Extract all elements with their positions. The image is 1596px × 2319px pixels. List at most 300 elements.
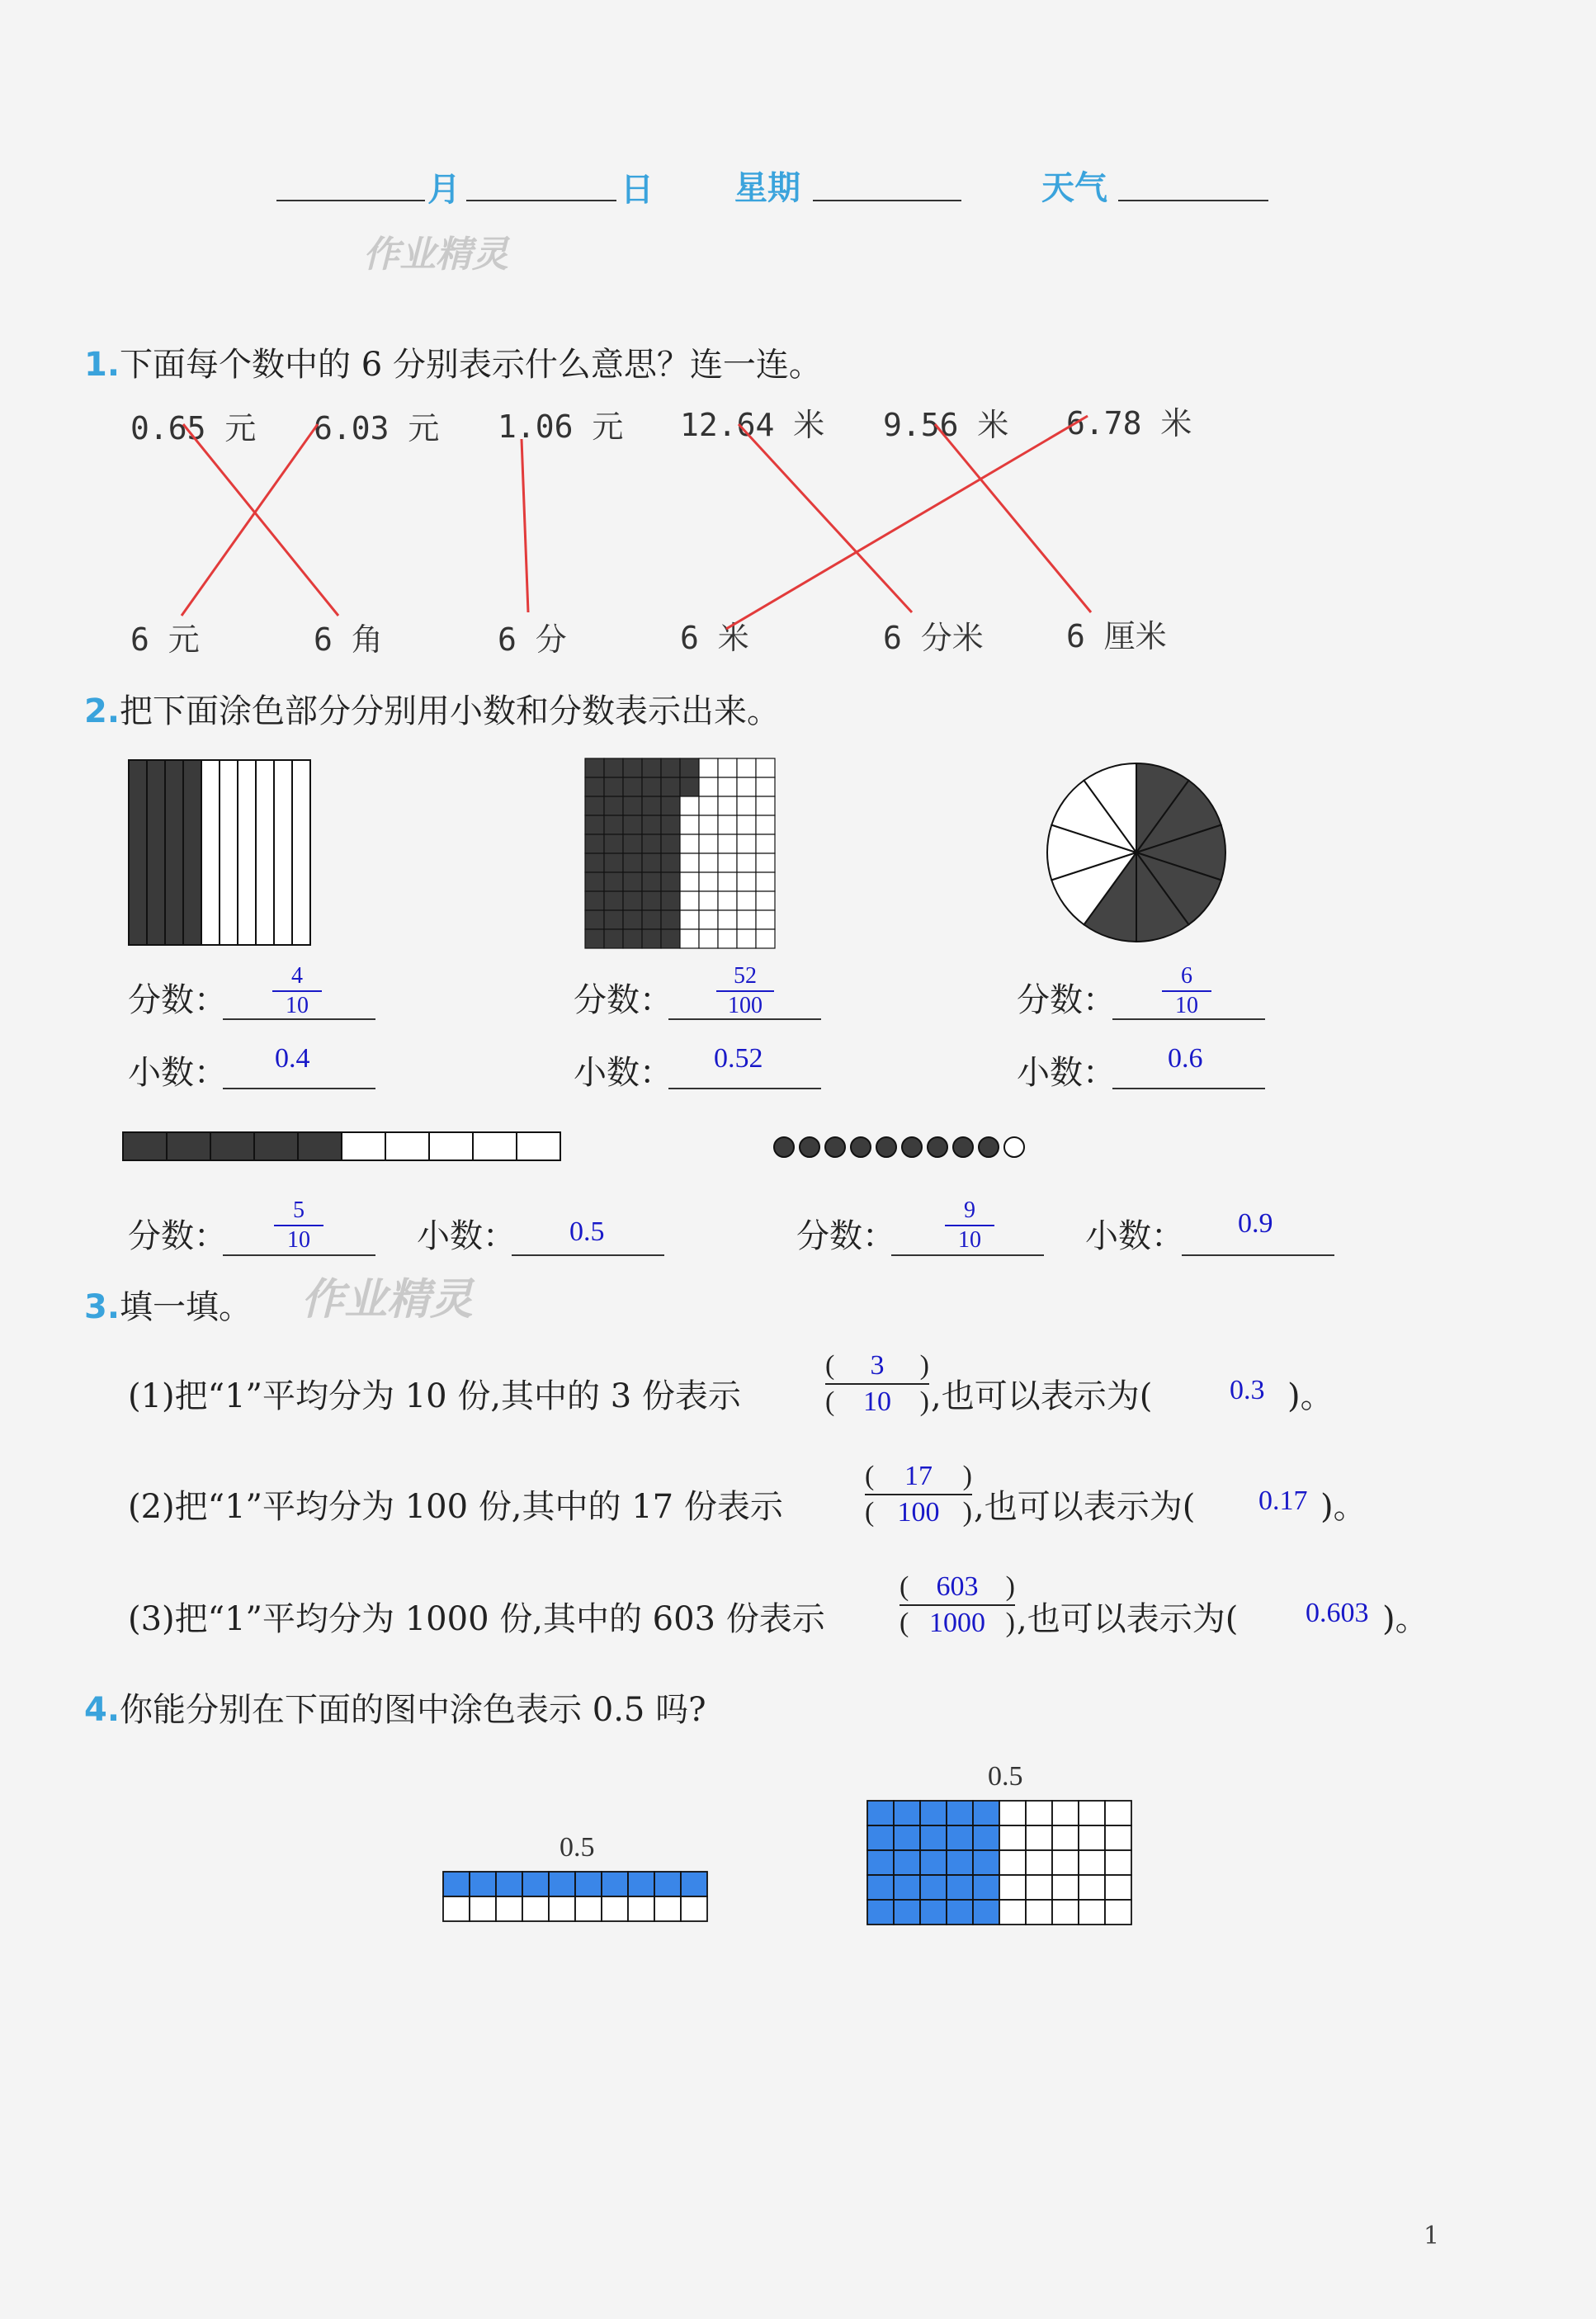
empty-cell <box>680 891 699 910</box>
shaded-cell <box>604 929 623 948</box>
empty-strip <box>292 760 310 945</box>
empty-cell <box>517 1132 560 1160</box>
q2a-decimal-answer: 0.4 <box>275 1043 310 1074</box>
q3-line1-close-num: ) <box>919 1350 929 1381</box>
shaded-cell <box>604 777 623 796</box>
empty-cell <box>602 1896 628 1921</box>
q3-line1-open-num: ( <box>825 1350 835 1381</box>
q3-line2-middle: ,也可以表示为( <box>974 1488 1196 1526</box>
empty-cell <box>654 1896 681 1921</box>
empty-strip <box>274 760 292 945</box>
q2a-fraction-blank[interactable] <box>223 1018 375 1020</box>
q2a-fraction-label: 分数： <box>128 981 227 1019</box>
empty-cell <box>385 1132 429 1160</box>
filled-cell <box>654 1872 681 1896</box>
match-line-12.64 <box>739 424 912 612</box>
q4-prompt <box>84 1684 706 1731</box>
empty-cell <box>1079 1825 1105 1850</box>
shaded-cell <box>642 872 661 891</box>
empty-cell <box>718 891 737 910</box>
q1-number-4[interactable]: 9.56 米 <box>883 407 1009 443</box>
empty-strip <box>201 760 220 945</box>
weekday-label: 星期 <box>734 169 800 207</box>
empty-cell <box>470 1896 496 1921</box>
q3-line3-num: 603 <box>936 1571 979 1602</box>
q2e-frac-num: 9 <box>964 1197 975 1223</box>
shaded-cell <box>167 1132 210 1160</box>
filled-cell <box>470 1872 496 1896</box>
empty-cell <box>681 1896 707 1921</box>
shaded-cell <box>585 929 604 948</box>
q3-line3-close-num: ) <box>1005 1571 1015 1602</box>
shaded-cell <box>623 910 642 929</box>
shaded-cell <box>642 891 661 910</box>
q3-number: 3. <box>84 1288 120 1326</box>
filled-cell <box>920 1825 947 1850</box>
q2a-frac-num: 4 <box>291 963 303 989</box>
figure-pie <box>1041 758 1231 947</box>
filled-cell <box>575 1872 602 1896</box>
empty-strip <box>220 760 238 945</box>
shaded-strip <box>165 760 183 945</box>
q3-line3-open-num: ( <box>900 1571 909 1602</box>
q1-meaning-1[interactable]: 6 角 <box>314 621 383 658</box>
empty-cell <box>718 834 737 853</box>
filled-cell <box>973 1825 999 1850</box>
match-line-1.06 <box>522 439 528 612</box>
empty-cell <box>999 1801 1026 1825</box>
q3-line3-den: 1000 <box>929 1608 985 1638</box>
empty-cell <box>737 758 756 777</box>
empty-cell <box>699 834 718 853</box>
empty-cell <box>1052 1900 1079 1925</box>
q2e-fraction-answer <box>945 1198 994 1253</box>
q3-prompt <box>84 1281 252 1328</box>
q2b-decimal-blank[interactable] <box>668 1088 821 1089</box>
empty-cell <box>718 796 737 815</box>
q1-meaning-4[interactable]: 6 分米 <box>883 620 984 656</box>
filled-dot <box>800 1137 819 1157</box>
shaded-cell <box>661 929 680 948</box>
q3-line3-fraction <box>900 1571 1015 1639</box>
empty-cell <box>737 853 756 872</box>
q4-rect-grid[interactable] <box>866 1799 1139 1931</box>
empty-cell <box>718 758 737 777</box>
shaded-cell <box>585 834 604 853</box>
q2a-frac-den: 10 <box>286 993 309 1018</box>
empty-cell <box>1079 1801 1105 1825</box>
q2e-frac-den: 10 <box>958 1227 981 1253</box>
q2a-decimal-blank[interactable] <box>223 1088 375 1089</box>
q3-line1-den: 10 <box>863 1386 891 1417</box>
shaded-cell <box>604 834 623 853</box>
shaded-cell <box>661 834 680 853</box>
filled-dot <box>851 1137 871 1157</box>
shaded-cell <box>585 872 604 891</box>
filled-cell <box>894 1875 920 1900</box>
q3-line2-prefix: (2)把“1”平均分为 100 份,其中的 17 份表示 <box>128 1488 783 1526</box>
empty-cell <box>680 815 699 834</box>
q2d-decimal-answer: 0.5 <box>569 1216 605 1247</box>
filled-cell <box>947 1825 973 1850</box>
shaded-strip <box>183 760 201 945</box>
q3-line1-num: 3 <box>870 1350 885 1381</box>
q2d-decimal-label: 小数： <box>417 1217 516 1255</box>
q3-line1-suffix: )。 <box>1287 1377 1334 1415</box>
q1-number-1[interactable]: 6.03 元 <box>314 410 440 446</box>
q1-number-3[interactable]: 12.64 米 <box>680 407 825 443</box>
empty-cell <box>1105 1850 1131 1875</box>
q2e-fraction-label: 分数： <box>796 1217 895 1255</box>
filled-cell <box>867 1850 894 1875</box>
page-number: 1 <box>1424 2222 1440 2251</box>
empty-cell <box>756 777 775 796</box>
filled-cell <box>867 1875 894 1900</box>
watermark-mid: 作业精灵 <box>301 1275 474 1325</box>
empty-cell <box>680 853 699 872</box>
empty-dot <box>1004 1137 1024 1157</box>
shaded-cell <box>585 796 604 815</box>
empty-cell <box>756 815 775 834</box>
q2e-fraction-blank[interactable] <box>891 1254 1044 1256</box>
empty-cell <box>999 1850 1026 1875</box>
empty-cell <box>756 796 775 815</box>
q2-prompt <box>84 685 780 732</box>
q3-line3-suffix: )。 <box>1382 1600 1428 1638</box>
empty-cell <box>737 910 756 929</box>
shaded-strip <box>147 760 165 945</box>
filled-cell <box>867 1825 894 1850</box>
q2d-fraction-blank[interactable] <box>223 1254 375 1256</box>
q3-line2-num: 17 <box>904 1461 933 1491</box>
filled-cell <box>920 1875 947 1900</box>
shaded-cell <box>642 853 661 872</box>
shaded-cell <box>661 872 680 891</box>
filled-dot <box>979 1137 999 1157</box>
filled-cell <box>973 1850 999 1875</box>
empty-cell <box>699 815 718 834</box>
q2b-fraction-answer <box>716 964 774 1018</box>
shaded-cell <box>661 777 680 796</box>
empty-cell <box>1026 1825 1052 1850</box>
empty-cell <box>699 910 718 929</box>
shaded-cell <box>661 891 680 910</box>
q1-number-2[interactable]: 1.06 元 <box>498 409 624 445</box>
q3-line3-decimal[interactable]: 0.603 <box>1306 1598 1369 1628</box>
shaded-cell <box>585 891 604 910</box>
q4-grid2-label: 0.5 <box>988 1761 1023 1792</box>
shaded-cell <box>585 777 604 796</box>
q2d-decimal-blank[interactable] <box>512 1254 664 1256</box>
q3-line2-open-num: ( <box>865 1461 875 1491</box>
filled-cell <box>973 1900 999 1925</box>
q3-line3-close-den: ) <box>1005 1608 1015 1638</box>
figure-hundred-grid <box>584 758 777 949</box>
empty-cell <box>737 815 756 834</box>
q4-number: 4. <box>84 1691 120 1729</box>
empty-cell <box>575 1896 602 1921</box>
q3-line2-open-den: ( <box>865 1497 875 1528</box>
day-label: 日 <box>621 171 654 209</box>
empty-cell <box>999 1900 1026 1925</box>
empty-cell <box>718 777 737 796</box>
empty-cell <box>699 872 718 891</box>
empty-cell <box>718 910 737 929</box>
shaded-cell <box>661 853 680 872</box>
q3-line2-decimal[interactable]: 0.17 <box>1258 1485 1308 1516</box>
empty-cell <box>473 1132 517 1160</box>
q2d-frac-num: 5 <box>293 1197 305 1223</box>
filled-cell <box>549 1872 575 1896</box>
filled-cell <box>894 1801 920 1825</box>
match-line-9.56 <box>935 424 1091 612</box>
q1-meaning-0[interactable]: 6 元 <box>130 621 200 658</box>
watermark-top: 作业精灵 <box>363 234 508 276</box>
empty-cell <box>443 1896 470 1921</box>
empty-cell <box>680 929 699 948</box>
q3-line1-fraction <box>825 1350 929 1418</box>
empty-strip <box>238 760 256 945</box>
empty-cell <box>1052 1875 1079 1900</box>
empty-cell <box>1105 1825 1131 1850</box>
shaded-cell <box>642 777 661 796</box>
q2b-fraction-label: 分数： <box>574 981 673 1019</box>
q2c-decimal-blank[interactable] <box>1112 1088 1265 1089</box>
filled-cell <box>973 1801 999 1825</box>
q2b-frac-den: 100 <box>728 993 763 1018</box>
q4-text: 你能分别在下面的图中涂色表示 0.5 吗? <box>120 1691 706 1729</box>
empty-cell <box>718 929 737 948</box>
filled-cell <box>920 1850 947 1875</box>
empty-cell <box>680 834 699 853</box>
empty-cell <box>1079 1850 1105 1875</box>
q3-line1-open-den: ( <box>825 1386 835 1417</box>
empty-cell <box>737 834 756 853</box>
shaded-cell <box>623 834 642 853</box>
q2e-decimal-label: 小数： <box>1085 1217 1184 1255</box>
empty-cell <box>699 929 718 948</box>
q3-line1-decimal[interactable]: 0.3 <box>1230 1375 1265 1405</box>
filled-cell <box>867 1900 894 1925</box>
shaded-strip <box>129 760 147 945</box>
q2d-fraction-answer <box>274 1198 323 1253</box>
empty-cell <box>718 872 737 891</box>
empty-cell <box>680 796 699 815</box>
shaded-cell <box>123 1132 167 1160</box>
shaded-cell <box>623 777 642 796</box>
empty-cell <box>1026 1850 1052 1875</box>
figure-strips <box>128 759 318 949</box>
empty-cell <box>699 777 718 796</box>
shaded-cell <box>680 758 699 777</box>
empty-cell <box>1052 1825 1079 1850</box>
match-line-6.03 <box>182 424 318 616</box>
filled-cell <box>681 1872 707 1896</box>
shaded-cell <box>623 929 642 948</box>
empty-cell <box>1079 1875 1105 1900</box>
empty-cell <box>999 1875 1026 1900</box>
month-label: 月 <box>427 171 460 209</box>
shaded-cell <box>585 815 604 834</box>
empty-cell <box>1105 1801 1131 1825</box>
q3-line2-suffix: )。 <box>1320 1488 1367 1526</box>
q3-line2-close-den: ) <box>962 1497 972 1528</box>
filled-dot <box>953 1137 973 1157</box>
q1-meaning-2[interactable]: 6 分 <box>498 621 567 658</box>
empty-cell <box>756 758 775 777</box>
shaded-cell <box>604 796 623 815</box>
empty-cell <box>549 1896 575 1921</box>
shaded-cell <box>661 815 680 834</box>
q2c-fraction-blank[interactable] <box>1112 1018 1265 1020</box>
q4-grid1-label: 0.5 <box>560 1832 595 1863</box>
q3-text: 填一填。 <box>120 1288 253 1326</box>
shaded-cell <box>661 758 680 777</box>
shaded-cell <box>585 758 604 777</box>
empty-cell <box>1026 1801 1052 1825</box>
filled-dot <box>928 1137 947 1157</box>
empty-cell <box>680 872 699 891</box>
q2d-frac-den: 10 <box>287 1227 310 1253</box>
q1-meaning-3[interactable]: 6 米 <box>680 620 749 656</box>
shaded-cell <box>623 815 642 834</box>
filled-dot <box>876 1137 896 1157</box>
empty-cell <box>737 872 756 891</box>
empty-cell <box>699 853 718 872</box>
empty-cell <box>756 853 775 872</box>
filled-dot <box>825 1137 845 1157</box>
filled-cell <box>628 1872 654 1896</box>
q2d-fraction-label: 分数： <box>128 1217 227 1255</box>
filled-cell <box>973 1875 999 1900</box>
empty-cell <box>756 891 775 910</box>
shaded-cell <box>642 910 661 929</box>
q3-line2-fraction <box>865 1461 972 1528</box>
shaded-cell <box>210 1132 254 1160</box>
q3-line3-middle: ,也可以表示为( <box>1017 1600 1239 1638</box>
empty-cell <box>1052 1801 1079 1825</box>
q2-number: 2. <box>84 692 120 730</box>
q2e-decimal-blank[interactable] <box>1182 1254 1334 1256</box>
filled-cell <box>602 1872 628 1896</box>
shaded-cell <box>604 758 623 777</box>
empty-cell <box>756 929 775 948</box>
shaded-cell <box>585 910 604 929</box>
shaded-cell <box>604 853 623 872</box>
empty-cell <box>1105 1875 1131 1900</box>
q2c-fraction-answer <box>1162 964 1211 1018</box>
shaded-cell <box>642 929 661 948</box>
filled-cell <box>920 1900 947 1925</box>
weather-label: 天气 <box>1041 169 1107 207</box>
empty-cell <box>756 872 775 891</box>
filled-cell <box>867 1801 894 1825</box>
filled-cell <box>947 1801 973 1825</box>
shaded-cell <box>604 815 623 834</box>
filled-cell <box>894 1850 920 1875</box>
q2-text: 把下面涂色部分分别用小数和分数表示出来。 <box>120 692 781 730</box>
q1-meaning-5[interactable]: 6 厘米 <box>1066 618 1167 654</box>
shaded-cell <box>604 910 623 929</box>
filled-cell <box>947 1900 973 1925</box>
q2a-fraction-answer <box>272 964 322 1018</box>
empty-cell <box>737 796 756 815</box>
shaded-cell <box>623 853 642 872</box>
shaded-cell <box>642 834 661 853</box>
shaded-cell <box>623 872 642 891</box>
q1-number-5[interactable]: 6.78 米 <box>1066 405 1192 442</box>
empty-cell <box>680 910 699 929</box>
q3-line3-open-den: ( <box>900 1608 909 1638</box>
empty-cell <box>1105 1900 1131 1925</box>
shaded-cell <box>254 1132 298 1160</box>
empty-cell <box>718 853 737 872</box>
filled-cell <box>522 1872 549 1896</box>
q1-number-0[interactable]: 0.65 元 <box>130 410 257 446</box>
shaded-cell <box>680 777 699 796</box>
shaded-cell <box>623 758 642 777</box>
figure-bar <box>122 1131 564 1164</box>
empty-cell <box>699 796 718 815</box>
empty-cell <box>699 891 718 910</box>
shaded-cell <box>604 872 623 891</box>
q2b-decimal-label: 小数： <box>574 1054 673 1092</box>
shaded-cell <box>623 891 642 910</box>
figure-dots <box>767 1131 1106 1164</box>
q2c-decimal-label: 小数： <box>1017 1054 1116 1092</box>
empty-cell <box>756 834 775 853</box>
q1-connection-lines <box>0 0 1596 701</box>
shaded-cell <box>642 758 661 777</box>
shaded-cell <box>642 796 661 815</box>
filled-cell <box>920 1801 947 1825</box>
shaded-cell <box>298 1132 342 1160</box>
empty-cell <box>718 815 737 834</box>
shaded-cell <box>661 796 680 815</box>
empty-cell <box>496 1896 522 1921</box>
q2e-decimal-answer: 0.9 <box>1238 1208 1273 1239</box>
shaded-cell <box>585 853 604 872</box>
shaded-cell <box>642 815 661 834</box>
q2c-frac-den: 10 <box>1175 993 1198 1018</box>
match-line-0.65 <box>183 424 338 616</box>
q2b-frac-num: 52 <box>734 963 757 989</box>
filled-dot <box>774 1137 794 1157</box>
filled-cell <box>894 1900 920 1925</box>
shaded-cell <box>623 796 642 815</box>
q4-strip-grid[interactable] <box>442 1870 715 1928</box>
empty-cell <box>628 1896 654 1921</box>
empty-cell <box>342 1132 385 1160</box>
empty-cell <box>429 1132 473 1160</box>
filled-cell <box>496 1872 522 1896</box>
q2c-decimal-answer: 0.6 <box>1168 1043 1203 1074</box>
empty-cell <box>1052 1850 1079 1875</box>
q3-line2-den: 100 <box>897 1497 940 1528</box>
empty-cell <box>1026 1900 1052 1925</box>
q3-line1-prefix: (1)把“1”平均分为 10 份,其中的 3 份表示 <box>128 1377 741 1415</box>
q3-line1-middle: ,也可以表示为( <box>931 1377 1153 1415</box>
empty-cell <box>522 1896 549 1921</box>
q2c-fraction-label: 分数： <box>1017 981 1116 1019</box>
q1-number: 1. <box>84 346 120 384</box>
shaded-cell <box>604 891 623 910</box>
empty-cell <box>737 929 756 948</box>
empty-cell <box>999 1825 1026 1850</box>
filled-cell <box>894 1825 920 1850</box>
q2b-fraction-blank[interactable] <box>668 1018 821 1020</box>
empty-cell <box>756 910 775 929</box>
